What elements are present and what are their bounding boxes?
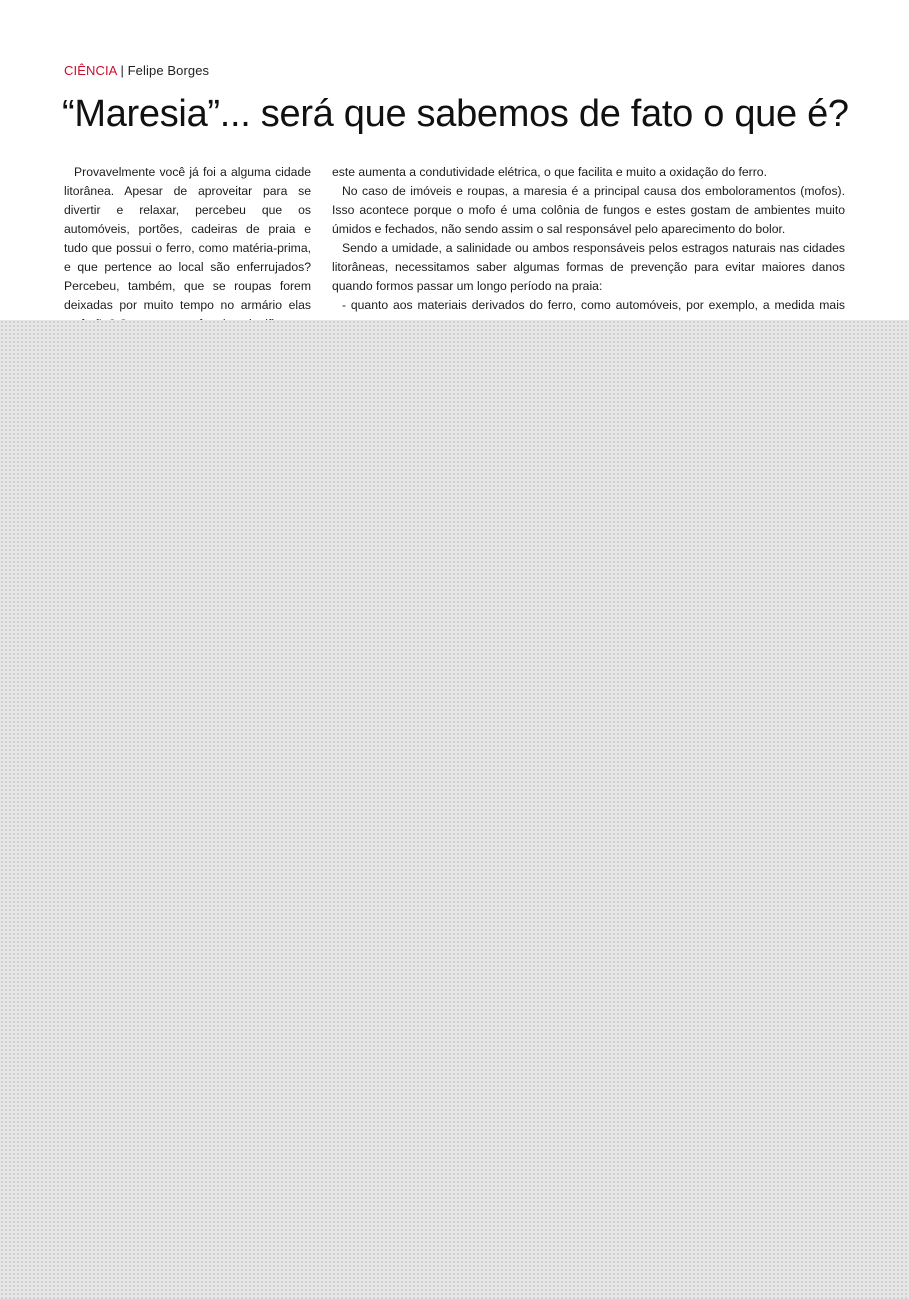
right-paragraph-1: este aumenta a condutividade elétrica, o que facilita e muito a oxidação do ferro. <box>332 165 767 179</box>
right-paragraph-2: No caso de imóveis e roupas, a maresia é a principal causa dos emboloramentos (mofos). Isso acontece porque o mofo é uma colônia de fungos e estes gostam de ambientes muito úmidos e fechados, não sendo assim o sal responsável pelo aparecimento do bolor. <box>332 184 845 236</box>
right-paragraph-4: - quanto aos materiais derivados do ferro, como automóveis, por exemplo, a medida mais <box>342 298 845 312</box>
dotted-mask-overlay <box>0 320 909 1299</box>
right-column <box>332 163 845 334</box>
header-separator: | <box>120 63 124 78</box>
author-name: Felipe Borges <box>127 63 210 78</box>
article-header <box>64 63 209 78</box>
left-paragraph-1: Provavelmente você já foi a alguma cidade litorânea. Apesar de aproveitar para se divertir e relaxar, percebeu que os automóveis, portões, cadeiras de praia e tudo que possui o ferro, como matéria-prima, e que pertence ao local são enferrujados? Percebeu, também, que se roupas forem deixadas por muito tempo no armário elas <box>64 165 311 312</box>
article-title: “Maresia”... será que sabemos de fato o que é? <box>62 93 849 135</box>
section-tag: CIÊNCIA <box>64 63 117 78</box>
right-paragraph-3: Sendo a umidade, a salinidade ou ambos responsáveis pelos estragos naturais nas cidades litorâneas, necessitamos saber algumas formas de prevenção para evitar maiores danos quando formos passar um longo período na praia: <box>332 241 845 293</box>
